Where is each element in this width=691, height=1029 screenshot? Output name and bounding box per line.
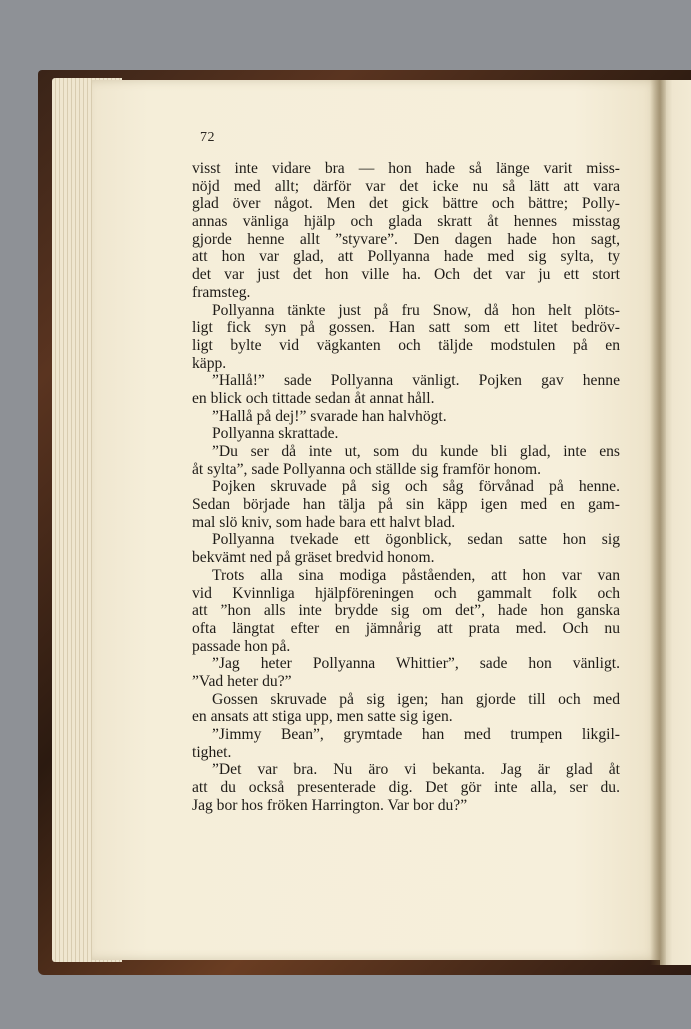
text-line: ligt fick syn på gossen. Han satt som ett litet bedröv- xyxy=(192,319,620,337)
text-line: bekvämt ned på gräset bredvid honom. xyxy=(192,549,435,567)
text-line: att hon var glad, att Pollyanna hade med sig sylta, ty xyxy=(192,248,620,266)
text-line: att du också presenterade dig. Det gör inte alla, ser du. xyxy=(192,779,620,797)
text-line: Pollyanna skrattade. xyxy=(212,425,339,443)
text-line: nöjd med allt; därför var det icke nu så lätt att vara xyxy=(192,177,620,195)
text-line: en ansats att stiga upp, men satte sig igen. xyxy=(192,708,453,726)
text-line: Pollyanna tvekade ett ögonblick, sedan satte hon sig xyxy=(212,531,620,549)
text-line: passade hon på. xyxy=(192,637,291,655)
text-line: ”Jag heter Pollyanna Whittier”, sade hon vänligt. xyxy=(212,655,620,673)
text-line: ”Du ser då inte ut, som du kunde bli glad, inte ens xyxy=(212,443,620,460)
text-line: visst inte vidare bra — hon hade så länge varit miss- xyxy=(192,160,620,177)
text-line: ”Vad heter du?” xyxy=(192,672,292,690)
text-line: Sedan började han tälja på sin käpp igen med en gam- xyxy=(192,496,620,514)
text-line: att ”hon alls inte brydde sig om det”, hade hon ganska xyxy=(192,602,620,620)
text-line: Pollyanna tänkte just på fru Snow, då hon helt plöts- xyxy=(212,301,620,319)
text-line: ”Det var bra. Nu äro vi bekanta. Jag är glad åt xyxy=(212,761,620,779)
text-line: Jag bor hos fröken Harrington. Var bor du?” xyxy=(192,796,468,814)
text-line: ”Hallå!” sade Pollyanna vänligt. Pojken gav henne xyxy=(212,372,620,390)
text-line: annas vänliga hjälp och glada skratt åt hennes misstag xyxy=(192,213,620,231)
text-line: en blick och tittade sedan åt annat håll. xyxy=(192,389,435,407)
body-text xyxy=(192,160,620,814)
text-line: tighet. xyxy=(192,743,232,761)
text-line: mal slö kniv, som hade bara ett halvt blad. xyxy=(192,513,456,531)
text-line: käpp. xyxy=(192,354,227,372)
text-line: Pojken skruvade på sig och såg förvånad på henne. xyxy=(212,478,620,496)
text-line: Gossen skruvade på sig igen; han gjorde till och med xyxy=(212,690,620,708)
text-line: framsteg. xyxy=(192,283,251,301)
text-line: gjorde henne allt ”styvare”. Den dagen hade hon sagt, xyxy=(192,230,620,248)
text-line: ”Jimmy Bean”, grymtade han med trumpen likgil- xyxy=(212,726,620,743)
text-line: det var just det hon ville ha. Och det var ju ett stort xyxy=(192,266,620,284)
text-line: glad över något. Men det gick bättre och bättre; Polly- xyxy=(192,195,620,213)
text-line: Trots alla sina modiga påståenden, att hon var van xyxy=(212,566,620,584)
text-line: åt sylta”, sade Pollyanna och ställde sig framför honom. xyxy=(192,460,542,478)
text-line: ofta längtat efter en jämnårig att prata med. Och nu xyxy=(192,619,620,637)
text-line: ligt bylte vid vägkanten och täljde modstulen på en xyxy=(192,336,620,354)
spine-shadow xyxy=(650,80,666,965)
page-number: 72 xyxy=(200,130,215,145)
text-line: ”Hallå på dej!” svarade han halvhögt. xyxy=(212,407,447,425)
text-line: vid Kvinnliga hjälpföreningen och gammalt folk och xyxy=(192,584,620,602)
